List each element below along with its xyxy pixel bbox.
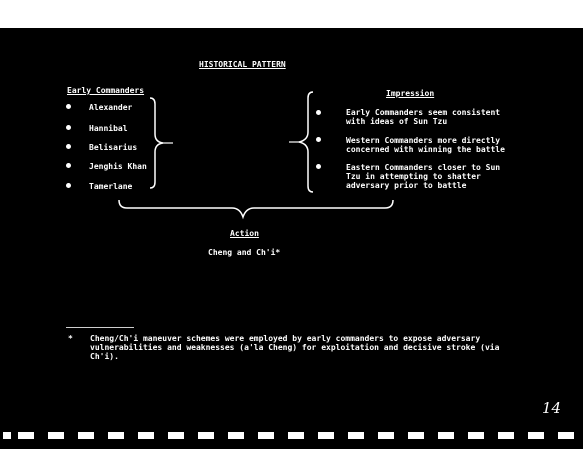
commander-item: Hannibal <box>89 124 128 133</box>
early-commanders-header: Early Commanders <box>67 86 145 95</box>
bullet-icon <box>316 137 321 142</box>
action-header: Action <box>230 229 259 238</box>
impression-item: Eastern Commanders closer to Sun Tzu in attempting to shatter adversary prior to battle <box>346 163 501 190</box>
film-strip <box>0 432 583 440</box>
bullet-icon <box>316 164 321 169</box>
impression-header: Impression <box>386 89 435 98</box>
commander-item: Alexander <box>89 103 133 112</box>
commander-item: Jenghis Khan <box>89 162 147 171</box>
commander-item: Tamerlane <box>89 182 133 191</box>
footnote-text: Cheng/Ch'i maneuver schemes were employed by early commanders to expose adversary vulnerabilities and weaknesses (a'la Cheng) for exploitation and decisive stroke (via Ch'i). <box>90 334 500 361</box>
action-text: Cheng and Ch'i* <box>208 248 281 257</box>
page-number: 14 <box>542 399 562 417</box>
slide-title: HISTORICAL PATTERN <box>199 60 286 69</box>
footnote-marker: * <box>68 334 73 343</box>
left-brace-icon <box>150 98 163 188</box>
right-brace-icon <box>299 92 313 192</box>
bottom-brace-icon <box>119 200 393 217</box>
commander-item: Belisarius <box>89 143 138 152</box>
slide-frame <box>0 28 583 449</box>
impression-item: Western Commanders more directly concerned with winning the battle <box>346 136 505 154</box>
bullet-icon <box>316 110 321 115</box>
footnote-rule <box>66 327 134 328</box>
impression-item: Early Commanders seem consistent with ideas of Sun Tzu <box>346 108 501 126</box>
